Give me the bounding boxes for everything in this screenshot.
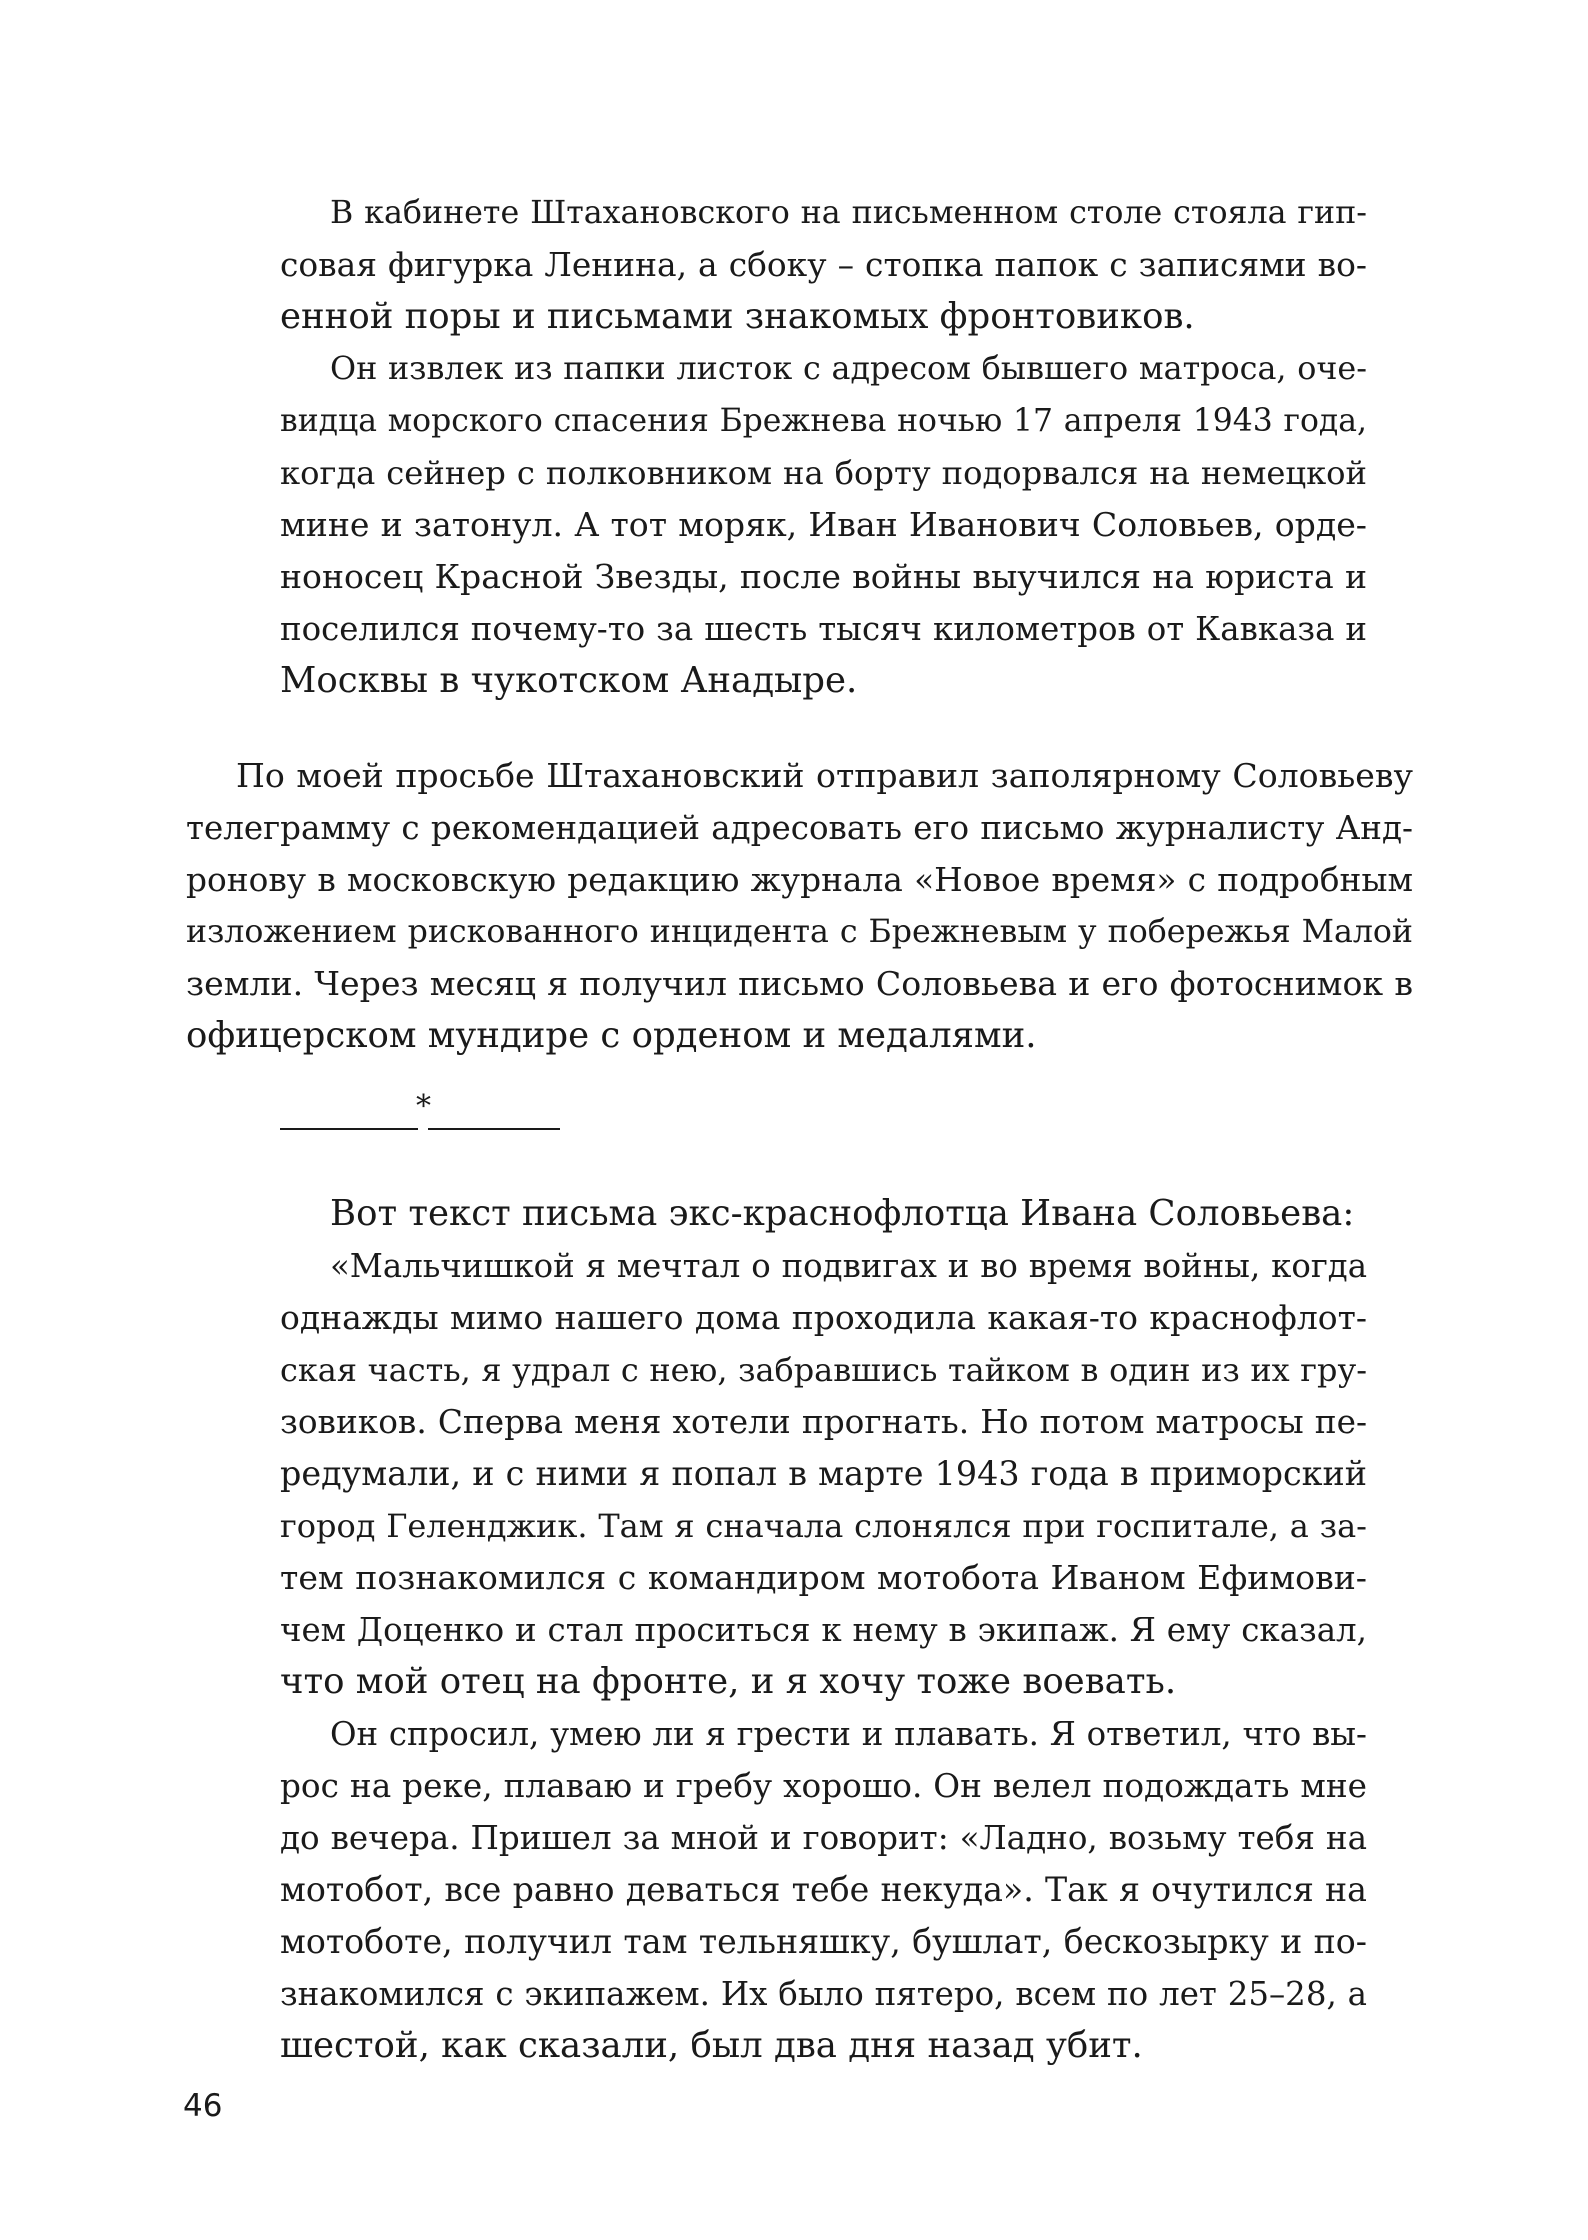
text-line: тем познакомился с командиром мотобота Иваном Ефимови-	[280, 1558, 1367, 1597]
separator-rule-right	[428, 1128, 560, 1130]
text-line: мотобот, все равно деваться тебе некуда». Так я очутился на	[280, 1870, 1367, 1909]
text-line: шестой, как сказали, был два дня назад убит.	[280, 2025, 1143, 2066]
text-line: когда сейнер с полковником на борту подорвался на немецкой	[280, 454, 1367, 492]
text-line: земли. Через месяц я получил письмо Соловьева и его фотоснимок в	[186, 964, 1413, 1003]
separator-asterisk: *	[416, 1089, 431, 1124]
text-line: Он спросил, умею ли я грести и плавать. Я ответил, что вы-	[330, 1715, 1367, 1753]
text-line: офицерском мундире с орденом и медалями.	[186, 1015, 1037, 1056]
text-line: знакомился с экипажем. Их было пятеро, всем по лет 25–28, а	[280, 1975, 1367, 2013]
quote-block-1	[280, 187, 1367, 707]
text-line: Вот текст письма экс-краснофлотца Ивана Соловьева:	[330, 1193, 1355, 1234]
text-line: рос на реке, плаваю и гребу хорошо. Он велел подождать мне	[280, 1767, 1367, 1805]
text-line: изложением рискованного инцидента с Брежневым у побережья Малой	[186, 914, 1413, 950]
text-line: совая фигурка Ленина, а сбоку – стопка папок с записями во-	[280, 245, 1367, 284]
text-line: редумали, и с ними я попал в марте 1943 года в приморский	[280, 1454, 1367, 1493]
text-line: поселился почему-то за шесть тысяч километров от Кавказа и	[280, 610, 1367, 648]
text-line: ская часть, я удрал с нею, забравшись тайком в один из их гру-	[280, 1351, 1367, 1389]
text-line: ронову в московскую редакцию журнала «Новое время» с подробным	[186, 861, 1413, 899]
section-separator	[280, 1089, 580, 1132]
text-line: Он извлек из папки листок с адресом бывшего матроса, оче-	[330, 350, 1367, 387]
main-paragraph	[186, 750, 1413, 1062]
text-line: телеграмму с рекомендацией адресовать его письмо журналисту Анд-	[186, 809, 1413, 847]
text-line: мине и затонул. А тот моряк, Иван Иванович Соловьев, орде-	[280, 505, 1367, 544]
text-line: что мой отец на фронте, и я хочу тоже воевать.	[280, 1661, 1177, 1702]
separator-rule-left	[280, 1128, 418, 1130]
text-line: «Мальчишкой я мечтал о подвигах и во время войны, когда	[330, 1247, 1367, 1285]
text-line: зовиков. Сперва меня хотели прогнать. Но потом матросы пе-	[280, 1403, 1367, 1441]
text-line: до вечера. Пришел за мной и говорит: «Ладно, возьму тебя на	[280, 1819, 1367, 1857]
page-number: 46	[183, 2088, 223, 2124]
text-line: мотоботе, получил там тельняшку, бушлат, бескозырку и по-	[280, 1922, 1367, 1961]
text-line: Москвы в чукотском Анадыре.	[280, 660, 858, 701]
text-line: В кабинете Штахановского на письменном столе стояла гип-	[330, 195, 1367, 231]
quote-block-2	[280, 1188, 1367, 2072]
text-line: чем Доценко и стал проситься к нему в экипаж. Я ему сказал,	[280, 1611, 1367, 1649]
text-line: однажды мимо нашего дома проходила какая-то краснофлот-	[280, 1298, 1367, 1337]
text-line: По моей просьбе Штахановский отправил заполярному Соловьеву	[236, 756, 1413, 795]
text-line: енной поры и письмами знакомых фронтовиков.	[280, 296, 1195, 337]
text-line: город Геленджик. Там я сначала слонялся при госпитале, а за-	[280, 1507, 1367, 1545]
text-line: видца морского спасения Брежнева ночью 17 апреля 1943 года,	[280, 403, 1367, 439]
text-line: ноносец Красной Звезды, после войны выучился на юриста и	[280, 557, 1367, 596]
